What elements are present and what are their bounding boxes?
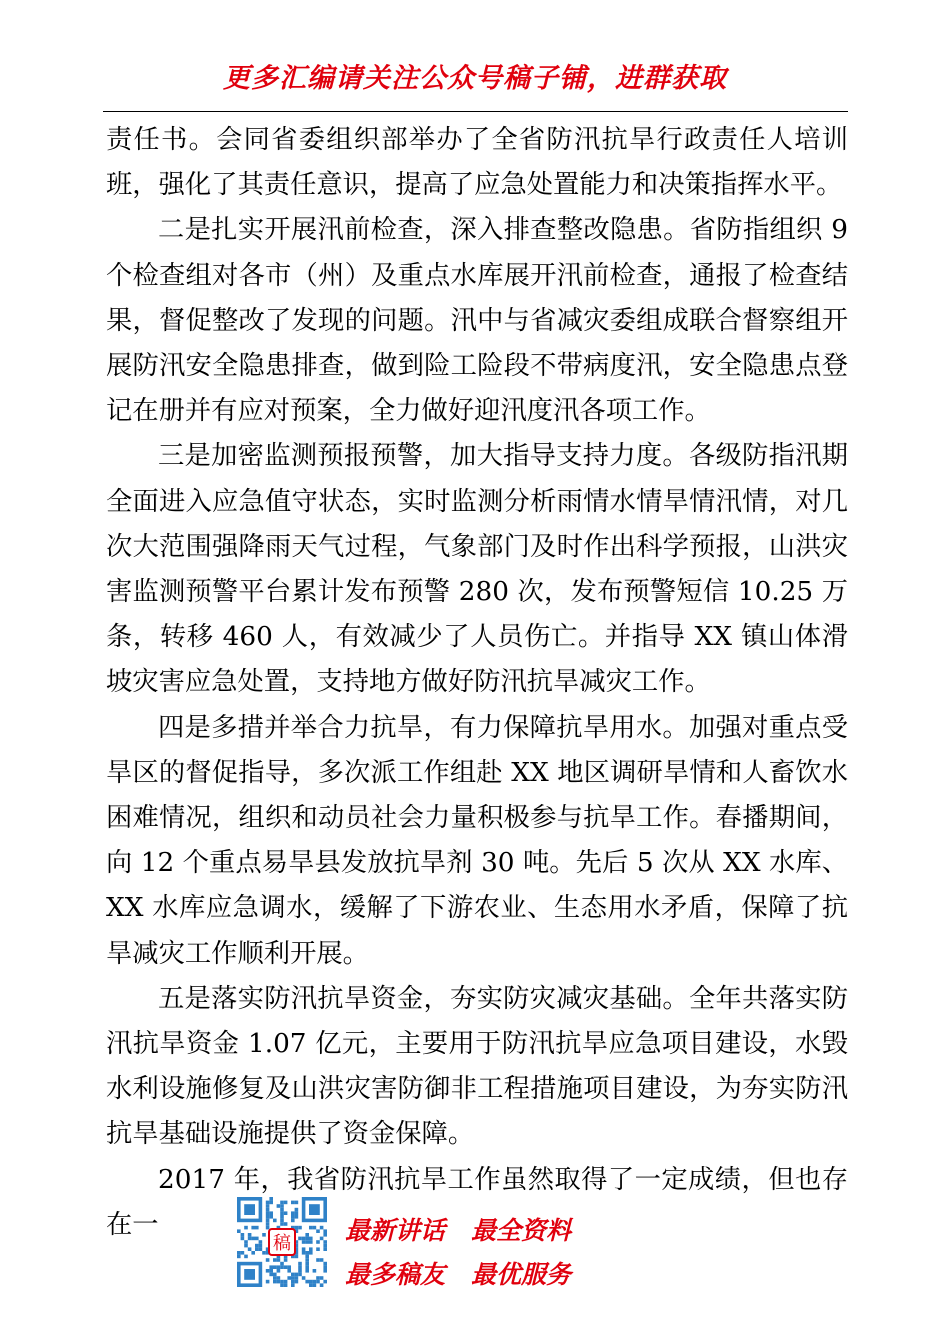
header-rule: [103, 111, 848, 112]
slogan-most-contributors: 最多稿友: [345, 1260, 446, 1289]
qr-code-icon[interactable]: [237, 1197, 327, 1287]
slogan-best-service: 最优服务: [471, 1260, 572, 1289]
slogan-complete-materials: 最全资料: [471, 1216, 572, 1245]
header-banner: 更多汇编请关注公众号稿子铺，进群获取: [223, 63, 727, 94]
qr-center-glyph: 稿: [273, 1233, 291, 1254]
paragraph-flood-inspection: 二是扎实开展汛前检查，深入排查整改隐患。省防指组织 9 个检查组对各市（州）及重点水库展开汛前检查，通报了检查结果，督促整改了发现的问题。汛中与省减灾委组成联合督察组开展防汛安全隐患排查，做到险工险段不带病度汛，安全隐患点登记在册并有应对预案，全力做好迎汛度汛各项工作。: [106, 215, 848, 427]
paragraph-drought-relief: 四是多措并举合力抗旱，有力保障抗旱用水。加强对重点受旱区的督促指导，多次派工作组赴 XX 地区调研旱情和人畜饮水困难情况，组织和动员社会力量积极参与抗旱工作。春播期间，向 12 个重点易旱县发放抗旱剂 30 吨。先后 5 次从 XX 水库、XX 水库应急调水，缓解了下游农业、生态用水矛盾，保障了抗旱减灾工作顺利开展。: [106, 712, 848, 969]
paragraph-monitoring-warning: 三是加密监测预报预警，加大指导支持力度。各级防指汛期全面进入应急值守状态，实时监测分析雨情水情旱情汛情，对几次大范围强降雨天气过程，气象部门及时作出科学预报，山洪灾害监测预警平台累计发布预警 280 次，发布预警短信 10.25 万条，转移 460 人，有效减少了人员伤亡。并指导 XX 镇山体滑坡灾害应急处置，支持地方做好防汛抗旱减灾工作。: [106, 441, 848, 698]
paragraph-funding: 五是落实防汛抗旱资金，夯实防灾减灾基础。全年共落实防汛抗旱资金 1.07 亿元，主要用于防汛抗旱应急项目建设，水毁水利设施修复及山洪灾害防御非工程措施项目建设，为夯实防汛抗旱基础设施提供了资金保障。: [106, 983, 848, 1150]
paragraph-2017-summary: 2017 年，我省防汛抗旱工作虽然取得了一定成绩，但也存在一: [106, 1164, 848, 1240]
paragraph-continuation: 责任书。会同省委组织部举办了全省防汛抗旱行政责任人培训班，强化了其责任意识，提高了应急处置能力和决策指挥水平。: [106, 125, 848, 201]
slogan-latest-speeches: 最新讲话: [345, 1216, 446, 1245]
footer-slogan-row-1: [345, 1211, 571, 1247]
footer-slogan-row-2: [345, 1255, 571, 1291]
document-body: [106, 118, 848, 1248]
footer-promo: [237, 1197, 597, 1289]
